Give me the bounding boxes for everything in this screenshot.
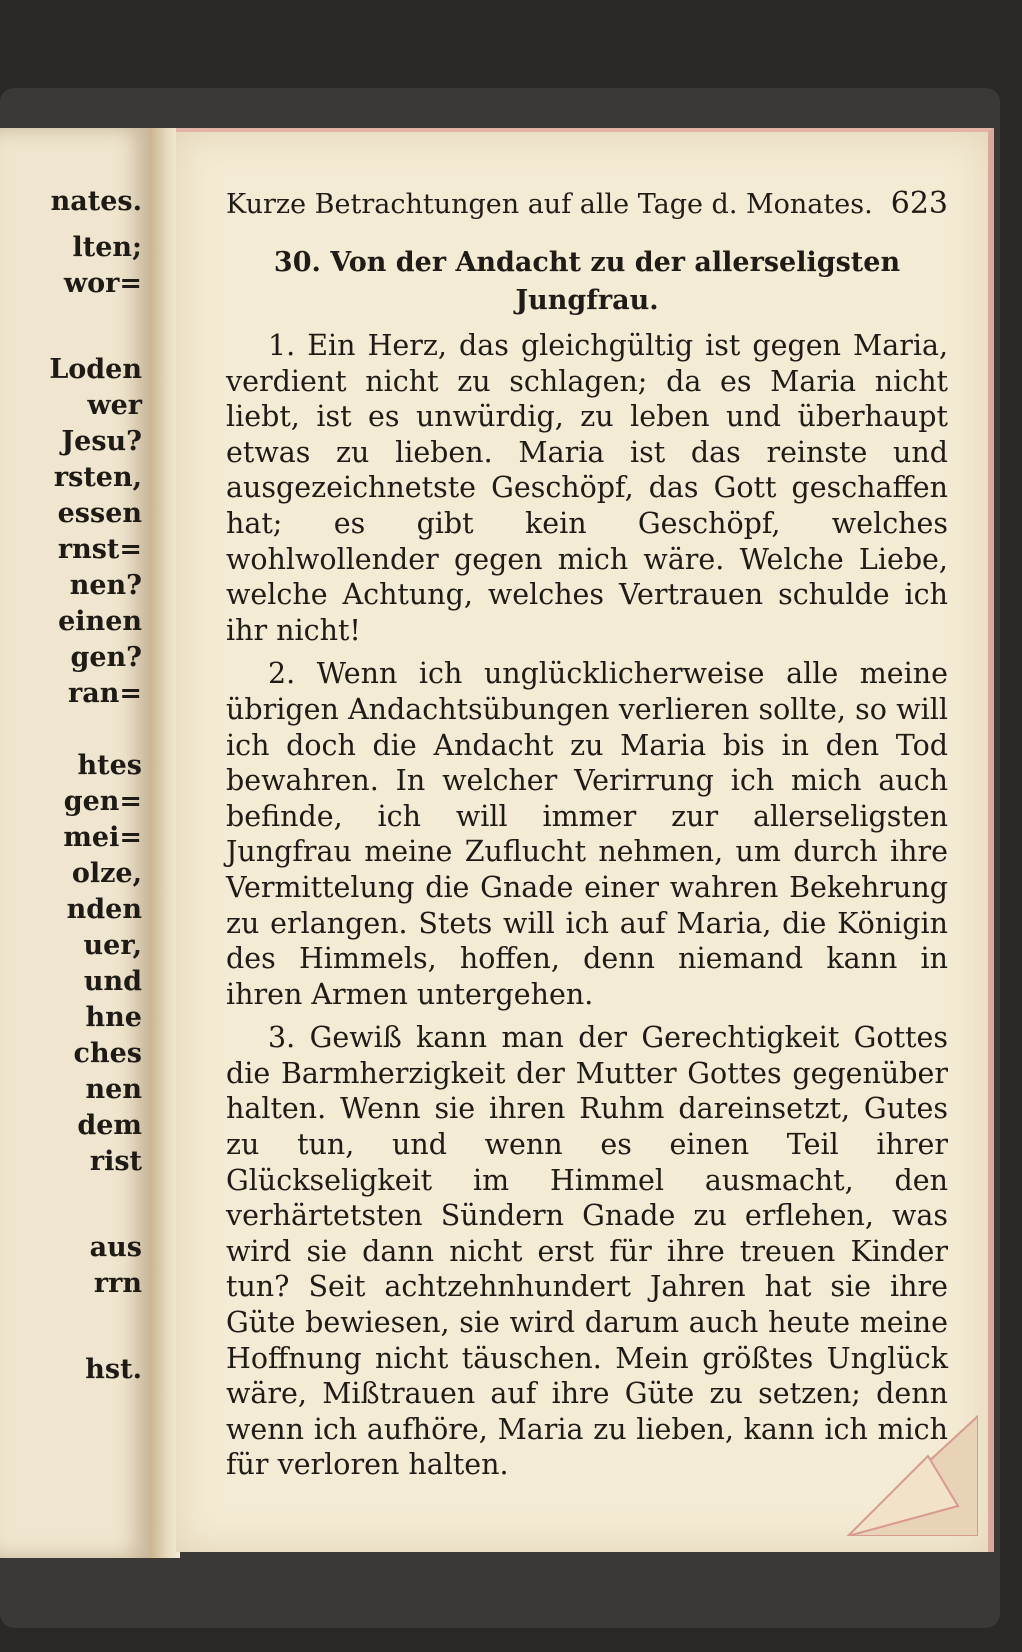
paragraph-3: 3. Gewiß kann man der Gerechtigkeit Gottes die Barmherzigkeit der Mutter Gottes gegenüber halten. Wenn sie ihren Ruhm dareinsetzt, Gutes zu tun, und wenn es einen Teil ihrer Glückseligkeit im Himmel ausmacht, den verhärtetsten Sündern Gnade zu erflehen, was wird sie dann nicht erst für ihre treuen Kinder tun? Seit achtzehnhundert Jahren hat sie ihre Güte bewiesen, sie wird darum auch heute meine Hoffnung nicht täuschen. Mein größtes Unglück wäre, Mißtrauen auf ihre Güte zu setzen; denn wenn ich aufhöre, Maria zu lieben, kann ich mich für verloren halten. bbox=[226, 1021, 948, 1482]
left-page-fragment: aus bbox=[89, 1232, 142, 1263]
left-page-fragment: nden bbox=[66, 894, 142, 925]
left-page-fragment: nen? bbox=[69, 570, 142, 601]
right-page bbox=[176, 128, 994, 1552]
left-page-fragment: dem bbox=[77, 1110, 142, 1141]
left-page-fragment: rist bbox=[89, 1146, 142, 1177]
left-page-fragment: wer bbox=[87, 390, 142, 421]
section-title bbox=[226, 244, 948, 320]
left-page bbox=[0, 128, 150, 1558]
left-page-fragment: rnst= bbox=[57, 534, 142, 565]
section-title-line1: 30. Von der Andacht zu der allerseligsten bbox=[273, 247, 901, 278]
body-text bbox=[226, 328, 948, 1491]
left-page-fragment: Loden bbox=[49, 354, 142, 385]
left-page-fragment: nen bbox=[85, 1074, 142, 1105]
left-page-fragment: lten; bbox=[72, 232, 142, 263]
left-page-fragment: einen bbox=[58, 606, 142, 637]
left-page-fragment: uer, bbox=[83, 930, 142, 961]
folded-corner bbox=[808, 1386, 978, 1536]
paragraph-1: 1. Ein Herz, das gleichgültig ist gegen Maria, verdient nicht zu schlagen; da es Maria nicht liebt, ist es unwürdig, zu leben und überhaupt etwas zu lieben. Maria ist das reinste und ausgezeichnetste Geschöpf, das Gott geschaffen hat; es gibt kein Geschöpf, welches wohlwollender gegen mich wäre. Welche Liebe, welche Achtung, welches Vertrauen schulde ich ihr nicht! bbox=[226, 329, 948, 647]
left-page-fragment: und bbox=[83, 966, 142, 997]
left-page-fragment: rrn bbox=[93, 1268, 142, 1299]
running-header bbox=[226, 186, 948, 221]
left-page-fragment: nates. bbox=[50, 186, 142, 217]
left-page-fragment: hne bbox=[85, 1002, 142, 1033]
page-number: 623 bbox=[890, 186, 948, 221]
left-page-fragment: mei= bbox=[63, 822, 142, 853]
left-page-fragment: gen? bbox=[70, 642, 142, 673]
left-page-fragment: ches bbox=[73, 1038, 142, 1069]
left-page-fragment: olze, bbox=[71, 858, 142, 889]
left-page-fragment: ran= bbox=[68, 678, 142, 709]
header-title: Kurze Betrachtungen auf alle Tage d. Monates. bbox=[226, 189, 873, 220]
left-page-fragment: hst. bbox=[85, 1354, 142, 1385]
left-page-fragment: rsten, bbox=[53, 462, 142, 493]
left-page-fragment: gen= bbox=[63, 786, 142, 817]
paragraph-2: 2. Wenn ich unglücklicherweise alle meine übrigen Andachtsübungen verlieren sollte, so will ich doch die Andacht zu Maria bis in den Tod bewahren. In welcher Verirrung ich mich auch befinde, ich will immer zur allerseligsten Jungfrau meine Zuflucht nehmen, um durch ihre Vermittelung die Gnade einer wahren Bekehrung zu erlangen. Stets will ich auf Maria, die Königin des Himmels, hoffen, denn niemand kann in ihren Armen untergehen. bbox=[226, 657, 948, 1011]
section-title-line2: Jungfrau. bbox=[515, 285, 659, 316]
left-page-fragment: htes bbox=[77, 750, 142, 781]
left-page-fragment: essen bbox=[57, 498, 142, 529]
left-page-fragment: Jesu? bbox=[61, 426, 142, 457]
left-page-fragment: wor= bbox=[63, 268, 142, 299]
